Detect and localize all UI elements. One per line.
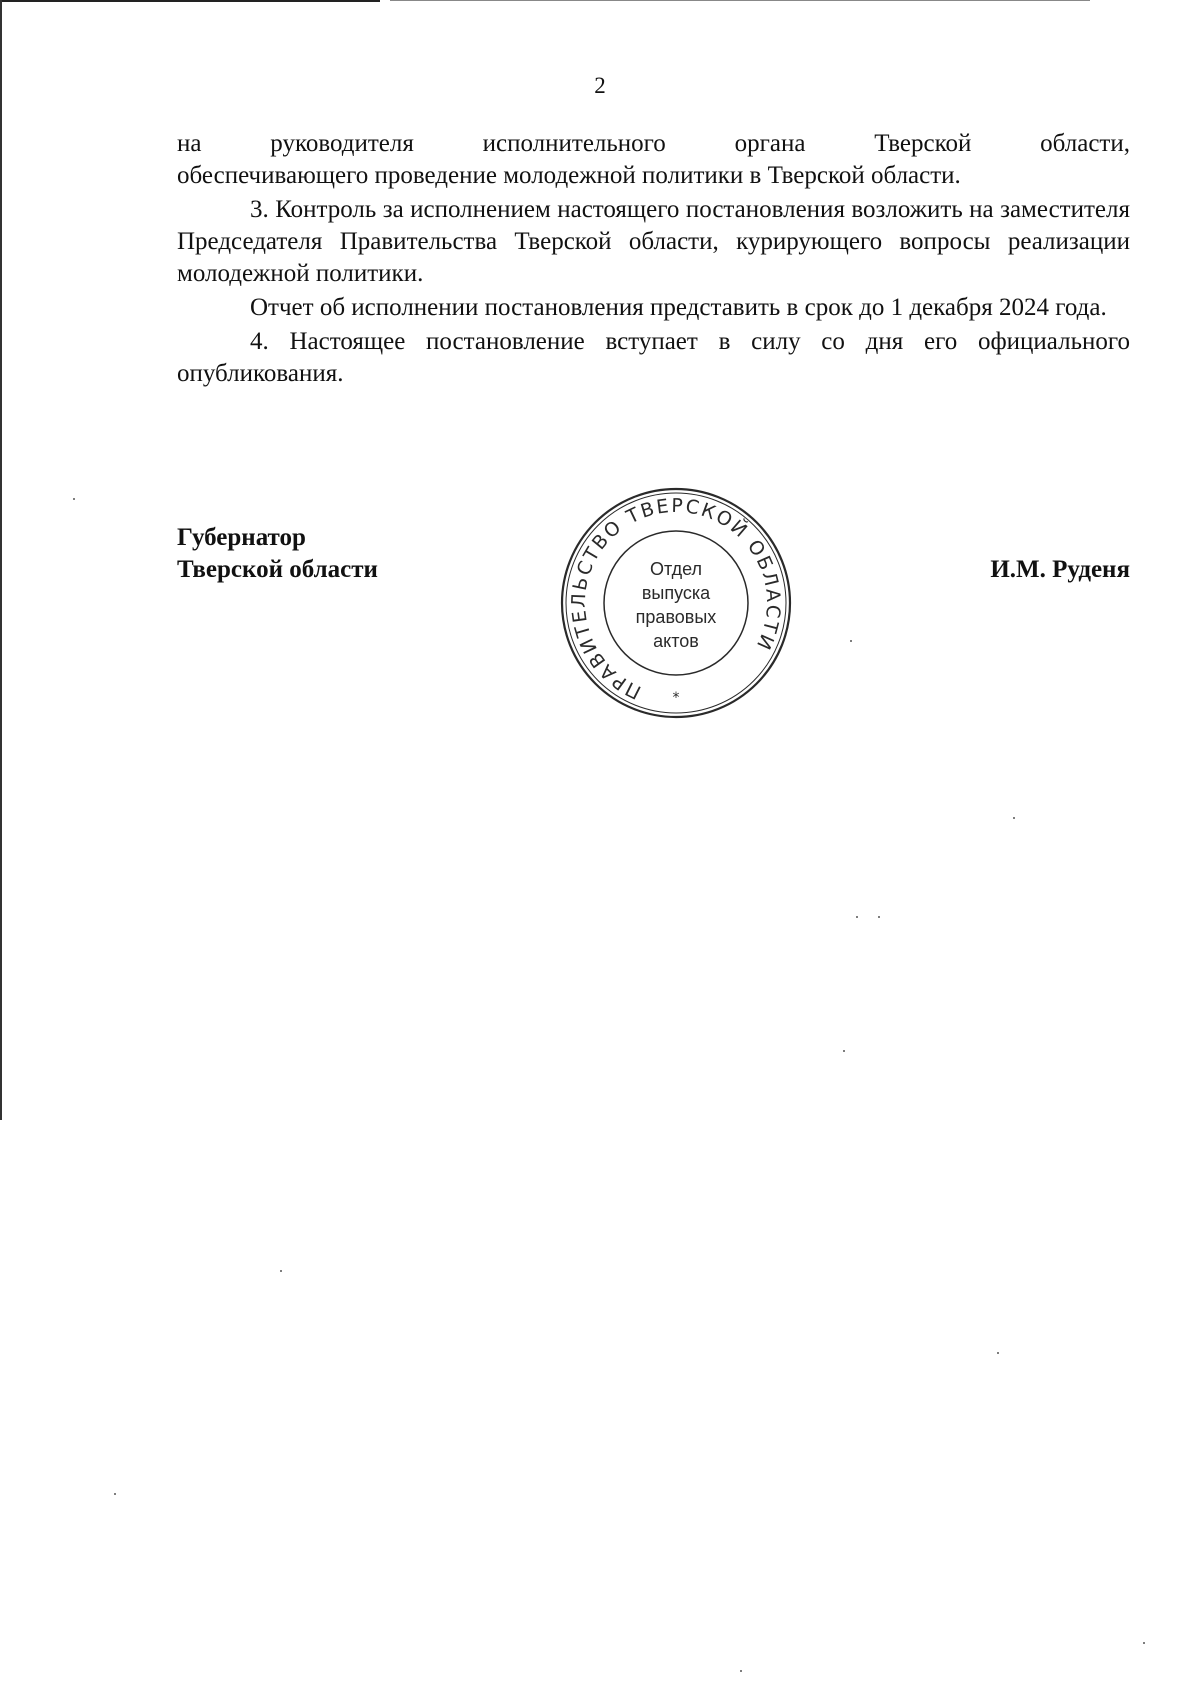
signatory-title-line-1: Губернатор — [177, 524, 306, 551]
scan-speck — [1013, 817, 1015, 819]
scan-speck — [843, 1050, 845, 1052]
signatory-title-line-2: Тверской области — [177, 556, 378, 583]
stamp-outer-ring-inner — [566, 493, 786, 713]
scan-speck — [850, 640, 852, 642]
stamp-inner-ring — [604, 531, 748, 675]
scan-speck — [740, 1670, 742, 1672]
stamp-center-line-3: правовых — [635, 607, 717, 627]
scan-speck — [1143, 1642, 1145, 1644]
paragraph-1-line-1: на руководителя исполнительного органа Тверской области, — [177, 130, 1130, 157]
stamp-star: * — [672, 690, 680, 706]
page-number: 2 — [594, 73, 606, 98]
signatory-name: И.М. Руденя — [990, 556, 1130, 583]
scan-edge-left — [0, 0, 2, 1120]
scan-speck — [878, 916, 880, 918]
scan-speck — [114, 1493, 116, 1495]
document-body — [177, 128, 1130, 390]
scan-edge-top-faint — [390, 0, 1090, 1]
paragraph-4: 4. Настоящее постановление вступает в силу со дня его официального опубликования. — [177, 328, 1130, 387]
scan-speck — [997, 1352, 999, 1354]
stamp-seal — [558, 485, 794, 721]
paragraph-2: 3. Контроль за исполнением настоящего постановления возложить на заместителя Председателя Правительства Тверской области, курирующего вопросы реализации молодежной политики. — [177, 196, 1130, 287]
stamp-ring-text: ПРАВИТЕЛЬСТВО ТВЕРСКОЙ ОБЛАСТИ — [567, 494, 785, 704]
scan-speck — [856, 916, 858, 918]
paragraph-1 — [177, 128, 1130, 192]
stamp-center-line-2: выпуска — [641, 583, 711, 603]
signatory-title — [177, 522, 378, 586]
scan-speck — [280, 1270, 282, 1272]
stamp-center-line-1: Отдел — [649, 559, 703, 579]
paragraph-1-line-2: обеспечивающего проведение молодежной политики в Тверской области. — [177, 162, 961, 189]
stamp-outer-ring — [562, 489, 790, 717]
paragraph-3: Отчет об исполнении постановления представить в срок до 1 декабря 2024 года. — [250, 294, 1107, 321]
scan-edge-top — [0, 0, 380, 2]
scan-speck — [73, 498, 75, 500]
stamp-center-line-4: актов — [653, 631, 699, 651]
official-stamp — [558, 485, 794, 721]
